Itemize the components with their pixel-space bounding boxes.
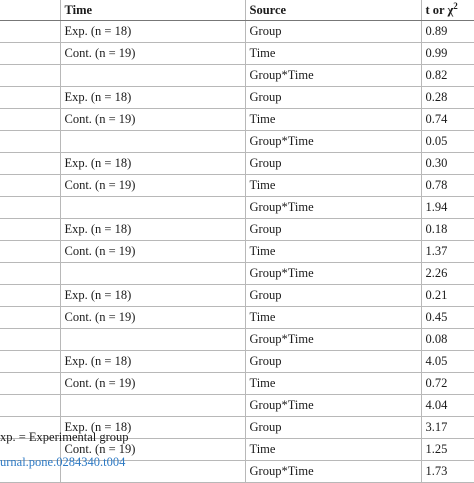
cell-time [60,329,245,351]
row-lead-cell [0,219,60,241]
cell-statistic: 0.82 [421,65,474,87]
row-lead-cell [0,351,60,373]
header-statistic-superscript: 2 [453,0,458,11]
cell-statistic: 0.30 [421,153,474,175]
cell-statistic: 0.21 [421,285,474,307]
cell-time: Exp. (n = 18) [60,285,245,307]
cell-source: Group [245,87,421,109]
cell-source: Group [245,153,421,175]
cell-source: Group*Time [245,263,421,285]
row-lead-cell [0,395,60,417]
row-lead-cell [0,131,60,153]
table-row [0,285,474,307]
cell-statistic: 4.05 [421,351,474,373]
cell-source: Time [245,43,421,65]
cell-time [60,65,245,87]
header-blank [0,0,60,21]
cell-statistic: 0.99 [421,43,474,65]
cell-source: Time [245,307,421,329]
row-lead-cell [0,263,60,285]
row-lead-cell [0,307,60,329]
cell-time [60,263,245,285]
cell-time [60,197,245,219]
row-lead-cell [0,87,60,109]
table-row [0,175,474,197]
cell-statistic: 1.25 [421,439,474,461]
cell-statistic: 0.74 [421,109,474,131]
table-row [0,109,474,131]
cell-time: Cont. (n = 19) [60,373,245,395]
cell-statistic: 1.37 [421,241,474,263]
row-lead-cell [0,197,60,219]
table-row [0,21,474,43]
table-body [0,21,474,483]
cell-statistic: 0.08 [421,329,474,351]
table-row [0,131,474,153]
cell-time: Exp. (n = 18) [60,219,245,241]
table-row [0,373,474,395]
cell-source: Group*Time [245,131,421,153]
row-lead-cell [0,43,60,65]
row-lead-cell [0,285,60,307]
cell-statistic: 1.73 [421,461,474,483]
cell-source: Group [245,351,421,373]
row-lead-cell [0,65,60,87]
row-lead-cell [0,241,60,263]
cell-statistic: 0.78 [421,175,474,197]
table-row [0,263,474,285]
table-row [0,329,474,351]
cell-time: Cont. (n = 19) [60,43,245,65]
cell-statistic: 0.72 [421,373,474,395]
table-row [0,241,474,263]
table-row [0,197,474,219]
table-row [0,65,474,87]
table-footnote: xp. = Experimental group [0,430,129,444]
cell-statistic: 0.05 [421,131,474,153]
table-row [0,395,474,417]
cell-statistic: 0.45 [421,307,474,329]
cell-time: Cont. (n = 19) [60,307,245,329]
cell-time: Exp. (n = 18) [60,87,245,109]
cell-time: Cont. (n = 19) [60,241,245,263]
cell-source: Time [245,175,421,197]
cell-source: Group*Time [245,197,421,219]
cell-source: Time [245,241,421,263]
cell-statistic: 1.94 [421,197,474,219]
table-header-row [0,0,474,21]
table-row [0,43,474,65]
cell-time: Exp. (n = 18) [60,417,245,439]
cell-source: Group*Time [245,461,421,483]
row-lead-cell [0,21,60,43]
cell-time: Exp. (n = 18) [60,351,245,373]
cell-time: Exp. (n = 18) [60,153,245,175]
header-source: Source [245,0,421,21]
cell-source: Group*Time [245,329,421,351]
cell-source: Group [245,219,421,241]
cell-time: Cont. (n = 19) [60,439,245,461]
cell-source: Group*Time [245,395,421,417]
cell-statistic: 4.04 [421,395,474,417]
cell-source: Group [245,21,421,43]
doi-link[interactable]: urnal.pone.0284340.t004 [0,455,126,469]
cell-statistic: 0.18 [421,219,474,241]
cell-statistic: 2.26 [421,263,474,285]
row-lead-cell [0,109,60,131]
cell-source: Time [245,439,421,461]
header-time: Time [60,0,245,21]
cell-time: Cont. (n = 19) [60,109,245,131]
cell-statistic: 0.28 [421,87,474,109]
cell-time [60,395,245,417]
row-lead-cell [0,153,60,175]
table-row [0,153,474,175]
table-row [0,87,474,109]
header-statistic-text: t or χ [425,2,454,17]
row-lead-cell [0,175,60,197]
cell-source: Group*Time [245,65,421,87]
cell-statistic: 0.89 [421,21,474,43]
row-lead-cell [0,329,60,351]
header-statistic [421,0,474,21]
table-row [0,307,474,329]
cell-time: Cont. (n = 19) [60,175,245,197]
row-lead-cell [0,373,60,395]
cell-statistic: 3.17 [421,417,474,439]
cell-source: Time [245,373,421,395]
table-row [0,219,474,241]
cell-source: Group [245,285,421,307]
cell-source: Time [245,109,421,131]
cell-time: Exp. (n = 18) [60,21,245,43]
cell-time [60,131,245,153]
cell-source: Group [245,417,421,439]
table-row [0,351,474,373]
